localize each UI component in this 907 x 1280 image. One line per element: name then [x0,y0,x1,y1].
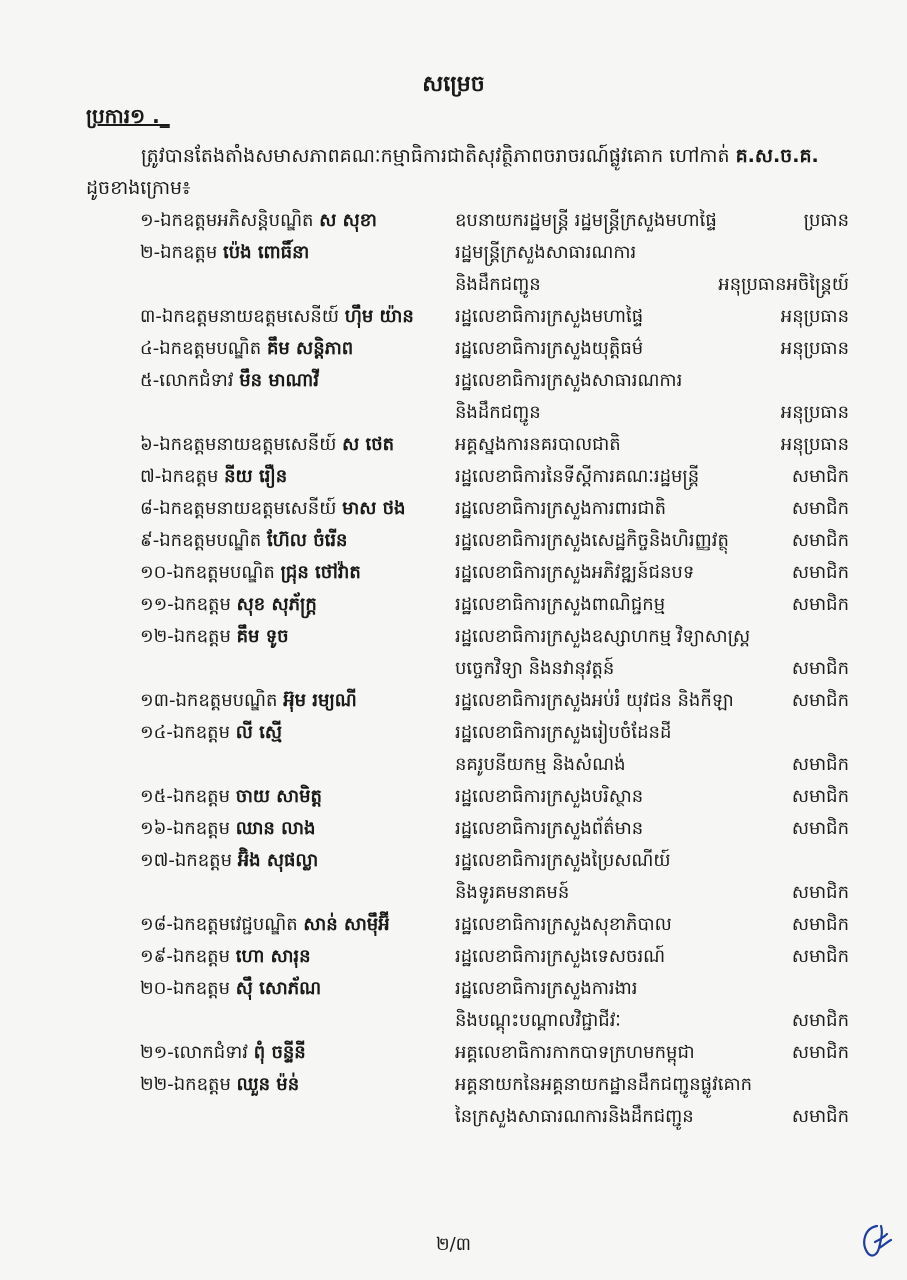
member-position [455,621,785,685]
intro-abbreviation: គ.ស.ច.គ. [735,145,819,167]
member-role: សមាជិក [791,594,849,615]
member-row [0,493,907,525]
member-row [0,1037,907,1069]
member-row [0,461,907,493]
member-role: អនុប្រធាន [780,338,849,359]
member-position-line: និងដឹកជញ្ជូន [455,402,541,423]
member-role: សមាជិក [791,690,849,711]
member-position-line: រដ្ឋលេខាធិការក្រសួងយុត្តិធម៌ [455,338,644,359]
member-name [140,333,353,365]
member-name [140,781,322,813]
member-position [455,941,785,973]
member-name [140,1037,306,1069]
member-title: ៣-ឯកឧត្តមនាយឧត្តមសេនីយ៍ [140,306,339,327]
member-position [455,461,785,493]
member-position-line: និងដឹកជញ្ជូន [455,274,541,295]
member-position [455,909,785,941]
member-position [455,1037,785,1069]
member-name [140,909,390,941]
member-row [0,909,907,941]
member-title: ២២-ឯកឧត្តម [140,1074,231,1095]
member-row [0,973,907,1037]
member-name [140,845,318,877]
member-position-line: បច្ចេកវិទ្យា និងនវានុវត្តន៍ [455,658,615,679]
intro-text-continued: ដូចខាងក្រោម៖ [86,177,191,199]
member-personal-name: សុខ សុភ័ក្ត្រ [236,594,317,615]
member-role: សមាជិក [791,754,849,775]
member-title: ៤-ឯកឧត្តមបណ្ឌិត [140,338,262,359]
intro-text: ត្រូវបានតែងតាំងសមាសភាពគណៈកម្មាធិការជាតិសុវត្ថិភាពចរាចរណ៍ផ្លូវគោក ហៅកាត់ [141,145,730,167]
member-name [140,525,347,557]
page-number: ២/៣ [435,1234,472,1255]
member-title: ៦-ឯកឧត្តមនាយឧត្តមសេនីយ៍ [140,434,337,455]
member-role: សមាជិក [791,1010,849,1031]
member-personal-name: ប៉េង ពោធិ៍នា [222,242,310,263]
member-name [140,237,309,269]
member-row [0,813,907,845]
member-personal-name: សាន់ សាម៉ឹអ៊ី [303,914,390,935]
member-position-line: អគ្គស្នងការនគរបាលជាតិ [455,434,621,455]
member-name [140,941,311,973]
member-personal-name: អ៊ិង សុផល្លា [237,850,319,871]
member-title: ១-ឯកឧត្តមអភិសន្តិបណ្ឌិត [140,210,314,231]
member-position [455,493,785,525]
member-personal-name: លី ស្មើ [235,722,282,743]
member-title: ១៤-ឯកឧត្តម [140,722,230,743]
member-position [455,557,785,589]
member-row [0,685,907,717]
member-row [0,557,907,589]
member-row [0,1069,907,1133]
member-title: ១៧-ឯកឧត្តម [140,850,233,871]
member-name [140,461,287,493]
member-position-line: រដ្ឋលេខាធិការក្រសួងព័ត៌មាន [455,818,644,839]
member-position-line: រដ្ឋមន្ត្រីក្រសួងសាធារណការ [455,242,637,263]
member-title: ២០-ឯកឧត្តម [140,978,230,999]
member-position-line: រដ្ឋលេខាធិការក្រសួងសុខាភិបាល [455,914,672,935]
member-role: សមាជិក [791,466,849,487]
member-name [140,589,317,621]
member-position-line: និងទូរគមនាគមន៍ [455,882,570,903]
member-position [455,781,785,813]
member-position-line: នៃក្រសួងសាធារណការនិងដឹកជញ្ជូន [455,1106,694,1127]
member-row [0,333,907,365]
member-title: ២-ឯកឧត្តម [140,242,218,263]
member-position-line: រដ្ឋលេខាធិការក្រសួងមហាផ្ទៃ [455,306,644,327]
member-position-line: និងបណ្តុះបណ្តាលវិជ្ជាជីវៈ [455,1010,621,1031]
member-position [455,525,785,557]
member-position [455,973,785,1037]
member-row [0,205,907,237]
member-personal-name: ឈាន លាង [235,818,316,839]
member-title: ២១-លោកជំទាវ [140,1042,249,1063]
member-personal-name: គឹម សន្តិភាព [266,338,354,359]
member-position-line: អគ្គលេខាធិការកាកបាទក្រហមកម្ពុជា [455,1042,695,1063]
member-position-line: រដ្ឋលេខាធិការក្រសួងសេដ្ឋកិច្ចនិងហិរញ្ញវត្ថុ [455,530,729,551]
member-position-line: នគរូបនីយកម្ម និងសំណង់ [455,754,626,775]
member-position-line: រដ្ឋលេខាធិការក្រសួងអភិវឌ្ឍន៍ជនបទ [455,562,695,583]
member-role: សមាជិក [791,786,849,807]
member-personal-name: ស សុខា [319,210,377,231]
member-role: ប្រធាន [803,210,849,231]
member-name [140,205,377,237]
member-row [0,365,907,429]
member-row [0,589,907,621]
member-position-line: រដ្ឋលេខាធិការក្រសួងសាធារណការ [455,370,683,391]
member-role: សមាជិក [791,914,849,935]
member-list [0,205,907,1133]
member-position [455,589,785,621]
member-name [140,1069,299,1101]
member-name [140,813,315,845]
member-row [0,845,907,909]
intro-paragraph [86,140,876,204]
member-role: សមាជិក [791,946,849,967]
member-name [140,973,321,1005]
member-personal-name: ស ថេត [342,434,395,455]
member-role: សមាជិក [791,658,849,679]
member-row [0,781,907,813]
member-role: អនុប្រធាន [780,402,849,423]
member-personal-name: គឹម ទូច [236,626,289,647]
member-role: សមាជិក [791,818,849,839]
member-role: សមាជិក [791,530,849,551]
member-title: ១០-ឯកឧត្តមបណ្ឌិត [140,562,275,583]
member-title: ១៣-ឯកឧត្តមបណ្ឌិត [140,690,278,711]
member-position-line: រដ្ឋលេខាធិការក្រសួងទេសចរណ៍ [455,946,666,967]
member-row [0,525,907,557]
member-name [140,717,282,749]
member-title: ១៩-ឯកឧត្តម [140,946,230,967]
member-position-line: អគ្គនាយកនៃអគ្គនាយកដ្ឋានដឹកជញ្ជូនផ្លូវគោក [455,1074,753,1095]
member-position-line: រដ្ឋលេខាធិការក្រសួងឧស្សាហកម្ម វិទ្យាសាស្ត្រ [455,626,751,647]
member-name [140,557,361,589]
member-personal-name: ពុំ ចន្ទីនី [253,1042,306,1063]
member-row [0,941,907,973]
member-position [455,333,785,365]
member-position-line: ឧបនាយករដ្ឋមន្ត្រី រដ្ឋមន្ត្រីក្រសួងមហាផ្ទៃ [455,210,717,231]
handwritten-initial [857,1218,897,1264]
member-role: អនុប្រធាន [780,434,849,455]
member-position-line: រដ្ឋលេខាធិការនៃទីស្តីការគណៈរដ្ឋមន្ត្រី [455,466,700,487]
member-name [140,621,289,653]
member-position-line: រដ្ឋលេខាធិការក្រសួងការងារ [455,978,638,999]
member-title: ១៦-ឯកឧត្តម [140,818,230,839]
member-position [455,429,785,461]
member-position-line: រដ្ឋលេខាធិការក្រសួងពាណិជ្ជកម្ម [455,594,666,615]
member-name [140,493,405,525]
member-row [0,429,907,461]
member-position [455,1069,785,1133]
member-position-line: រដ្ឋលេខាធិការក្រសួងបរិស្ថាន [455,786,644,807]
member-personal-name: ជ្រុន ថៅវ៉ាត [280,562,361,583]
member-personal-name: ហ៊ែល ចំរើន [266,530,348,551]
member-position [455,205,785,237]
member-position [455,813,785,845]
member-personal-name: ចាយ សាមិត្ត [235,786,322,807]
member-title: ១៨-ឯកឧត្តមវេជ្ជបណ្ឌិត [140,914,298,935]
member-role: សមាជិក [791,498,849,519]
member-personal-name: អ៊ុម រម្យណី [283,690,357,711]
member-role: សមាជិក [791,882,849,903]
member-personal-name: មាស ថង [342,498,406,519]
member-personal-name: ឈួន ម៉ន់ [236,1074,300,1095]
member-role: អនុប្រធាន [780,306,849,327]
member-name [140,301,414,333]
member-row [0,301,907,333]
member-position [455,685,785,717]
member-position [455,301,785,333]
member-position-line: រដ្ឋលេខាធិការក្រសួងរៀបចំដែនដី [455,722,672,743]
member-personal-name: ហ៊ឹម យ៉ាន [344,306,414,327]
member-personal-name: ស៊ឹ សោភ័ណ [235,978,322,999]
member-row [0,237,907,301]
member-title: ១៥-ឯកឧត្តម [140,786,230,807]
member-position [455,717,785,781]
member-personal-name: មឹន មាណាវី [239,370,319,391]
member-name [140,365,319,397]
decision-title: សម្រេច [422,72,485,97]
member-position-line: រដ្ឋលេខាធិការក្រសួងការពារជាតិ [455,498,667,519]
member-role: អនុប្រធានអចិន្ត្រៃយ៍ [718,274,849,295]
member-role: សមាជិក [791,1042,849,1063]
member-name [140,429,394,461]
member-row [0,717,907,781]
member-position [455,845,785,909]
member-row [0,621,907,685]
member-name [140,685,357,717]
member-personal-name: នីយ រឿន [224,466,288,487]
article-heading: ប្រការ១ ._ [86,104,170,128]
member-title: ១២-ឯកឧត្តម [140,626,231,647]
member-role: សមាជិក [791,1106,849,1127]
member-title: ៨-ឯកឧត្តមនាយឧត្តមសេនីយ៍ [140,498,337,519]
member-personal-name: ហោ សារុន [235,946,311,967]
member-position [455,365,785,429]
member-title: ១១-ឯកឧត្តម [140,594,231,615]
member-title: ៥-លោកជំទាវ [140,370,234,391]
member-position-line: រដ្ឋលេខាធិការក្រសួងអប់រំ យុវជន និងកីឡា [455,690,734,711]
member-title: ៧-ឯកឧត្តម [140,466,219,487]
member-position-line: រដ្ឋលេខាធិការក្រសួងប្រៃសណីយ៍ [455,850,671,871]
member-role: សមាជិក [791,562,849,583]
member-title: ៩-ឯកឧត្តមបណ្ឌិត [140,530,262,551]
